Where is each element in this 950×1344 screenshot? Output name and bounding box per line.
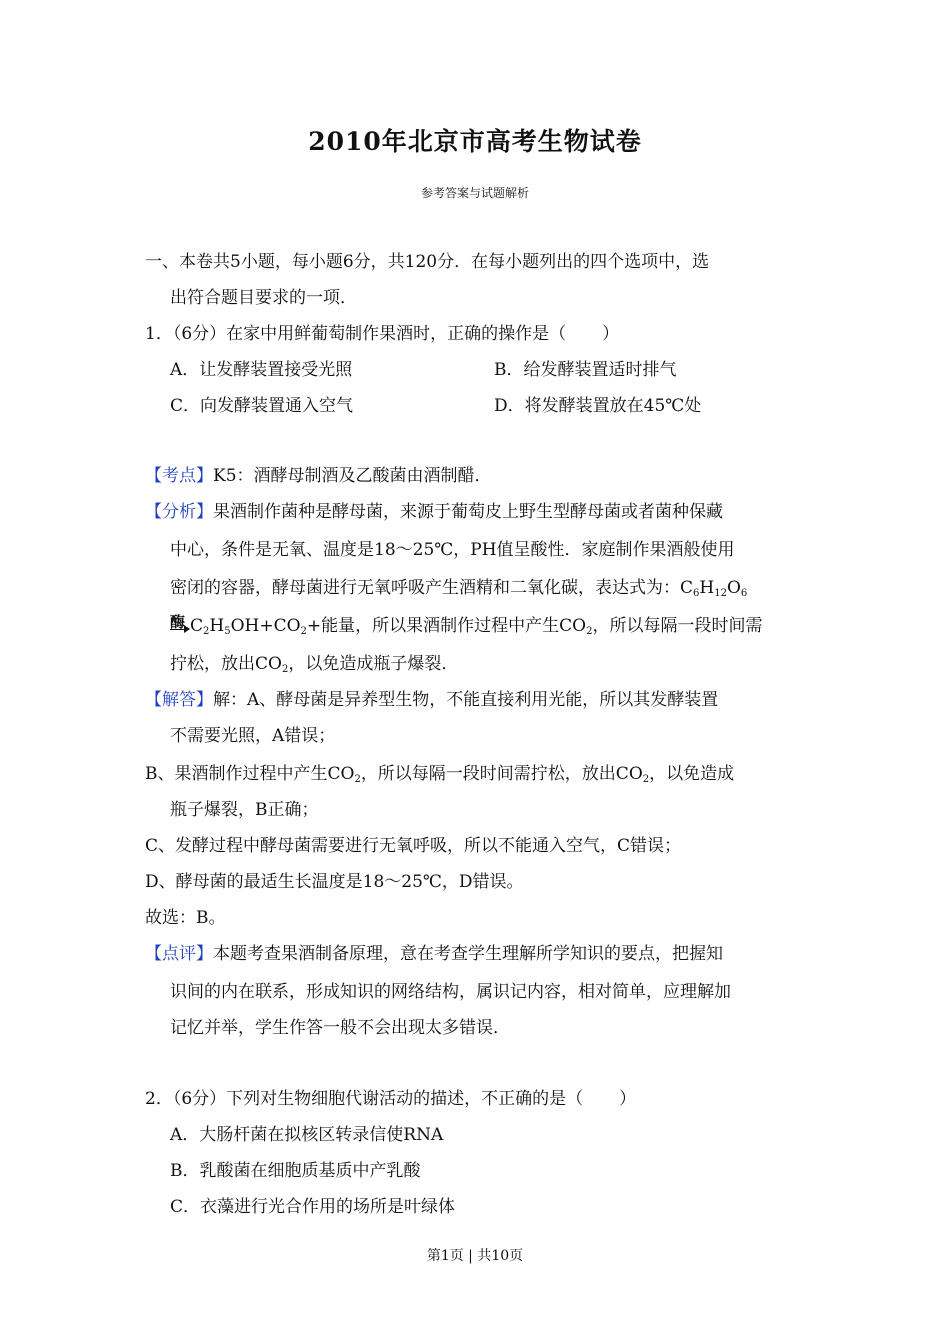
jieda-line2: 不需要光照，A错误； bbox=[170, 726, 336, 746]
fenxi-text5a: 拧松，放出CO bbox=[170, 654, 282, 674]
jieda-d-line: D、酵母菌的最适生长温度是18～25℃，D错误。 bbox=[145, 872, 524, 892]
kaodian-text: K5：酒酵母制酒及乙酸菌由酒制醋． bbox=[213, 466, 492, 486]
jieda-b-text3: ，以免造成 bbox=[649, 764, 735, 784]
dianping-line2: 识间的内在联系，形成知识的网络结构，属识记内容，相对简单，应理解加 bbox=[170, 982, 731, 1002]
jieda-c-line: C、发酵过程中酵母菌需要进行无氧呼吸，所以不能通入空气，C错误； bbox=[145, 836, 682, 856]
question-2-option-b: B．乳酸菌在细胞质基质中产乳酸 bbox=[170, 1161, 421, 1181]
question-1-option-c: C．向发酵装置通入空气 bbox=[170, 396, 354, 416]
question-1-stem-close: ） bbox=[602, 324, 620, 344]
jieda-line1 bbox=[145, 688, 718, 712]
jieda-b-text2: ，所以每隔一段时间需拧松，放出CO bbox=[360, 764, 643, 784]
kaodian-tag: 【考点】 bbox=[145, 466, 213, 486]
question-2-option-c: C．衣藻进行光合作用的场所是叶绿体 bbox=[170, 1197, 456, 1217]
page-title: 2010年北京市高考生物试卷 bbox=[308, 127, 642, 156]
formula-sub: 6 bbox=[693, 588, 700, 599]
fenxi-line4 bbox=[170, 614, 763, 638]
fenxi-text5b: ，以免造成瓶子爆裂． bbox=[288, 654, 459, 674]
question-2-stem bbox=[145, 1087, 636, 1111]
question-2-stem-text: 2．（6分）下列对生物细胞代谢活动的描述，不正确的是（ bbox=[145, 1089, 584, 1109]
dianping-tag: 【点评】 bbox=[145, 944, 213, 964]
formula-part: H bbox=[209, 616, 225, 636]
formula-sub: 2 bbox=[642, 774, 650, 785]
fenxi-line1 bbox=[145, 500, 723, 524]
jieda-text1: 解：A、酵母菌是异养型生物，不能直接利用光能，所以其发酵装置 bbox=[213, 690, 719, 710]
fenxi-text4a: +能量，所以果酒制作过程中产生CO bbox=[306, 616, 587, 636]
fenxi-text1: 果酒制作菌种是酵母菌，来源于葡萄皮上野生型酵母菌或者菌种保藏 bbox=[213, 502, 723, 522]
jieda-b-text1: B、果酒制作过程中产生CO bbox=[145, 764, 355, 784]
formula-sub: 6 bbox=[740, 588, 748, 599]
formula-sub: 2 bbox=[354, 774, 361, 785]
page-subtitle: 参考答案与试题解析 bbox=[420, 186, 529, 200]
dianping-line3: 记忆并举，学生作答一般不会出现太多错误． bbox=[170, 1018, 510, 1038]
enzyme-label: 酶 bbox=[170, 613, 186, 631]
fenxi-text3: 密闭的容器，酵母菌进行无氧呼吸产生酒精和二氧化碳，表达式为：C bbox=[170, 578, 694, 598]
jieda-tag: 【解答】 bbox=[145, 690, 213, 710]
fenxi-line3 bbox=[170, 576, 747, 600]
jieda-b-line2: 瓶子爆裂，B正确； bbox=[170, 800, 319, 820]
section-heading-line1: 一、本卷共5小题，每小题6分，共120分．在每小题列出的四个选项中，选 bbox=[145, 252, 710, 272]
section-heading-line2: 出符合题目要求的一项． bbox=[170, 288, 357, 308]
formula-part: O bbox=[726, 578, 741, 598]
dianping-line1 bbox=[145, 942, 723, 966]
formula-part: H bbox=[699, 578, 715, 598]
dianping-text1: 本题考查果酒制备原理，意在考查学生理解所学知识的要点，把握知 bbox=[213, 944, 723, 964]
answer-line: 故选：B。 bbox=[145, 908, 226, 928]
fenxi-line2: 中心，条件是无氧、温度是18～25℃，PH值呈酸性．家庭制作果酒般使用 bbox=[170, 540, 735, 560]
formula-sub: 12 bbox=[714, 588, 727, 599]
question-2-option-a: A．大肠杆菌在拟核区转录信使RNA bbox=[170, 1125, 444, 1145]
question-1-stem bbox=[145, 322, 619, 346]
jieda-b-line1 bbox=[145, 762, 734, 786]
page-footer: 第1页 | 共10页 bbox=[426, 1248, 524, 1264]
reaction-arrow-icon bbox=[170, 614, 190, 638]
fenxi-text4b: ，所以每隔一段时间需 bbox=[592, 616, 763, 636]
formula-part: C bbox=[190, 616, 204, 636]
formula-sub: 2 bbox=[281, 664, 289, 675]
formula-sub: 2 bbox=[300, 626, 307, 637]
question-1-option-a: A．让发酵装置接受光照 bbox=[170, 360, 353, 380]
formula-sub: 2 bbox=[586, 626, 593, 637]
question-2-stem-close: ） bbox=[619, 1089, 637, 1109]
question-1-option-d: D．将发酵装置放在45℃处 bbox=[494, 396, 702, 416]
fenxi-tag: 【分析】 bbox=[145, 502, 213, 522]
formula-sub: 2 bbox=[203, 626, 210, 637]
kaodian-line bbox=[145, 464, 492, 488]
fenxi-line5 bbox=[170, 652, 458, 676]
formula-part: OH+CO bbox=[230, 616, 301, 636]
question-1-option-b: B．给发酵装置适时排气 bbox=[494, 360, 677, 380]
question-1-stem-text: 1．（6分）在家中用鲜葡萄制作果酒时，正确的操作是（ bbox=[145, 324, 567, 344]
formula-sub: 5 bbox=[224, 626, 231, 637]
